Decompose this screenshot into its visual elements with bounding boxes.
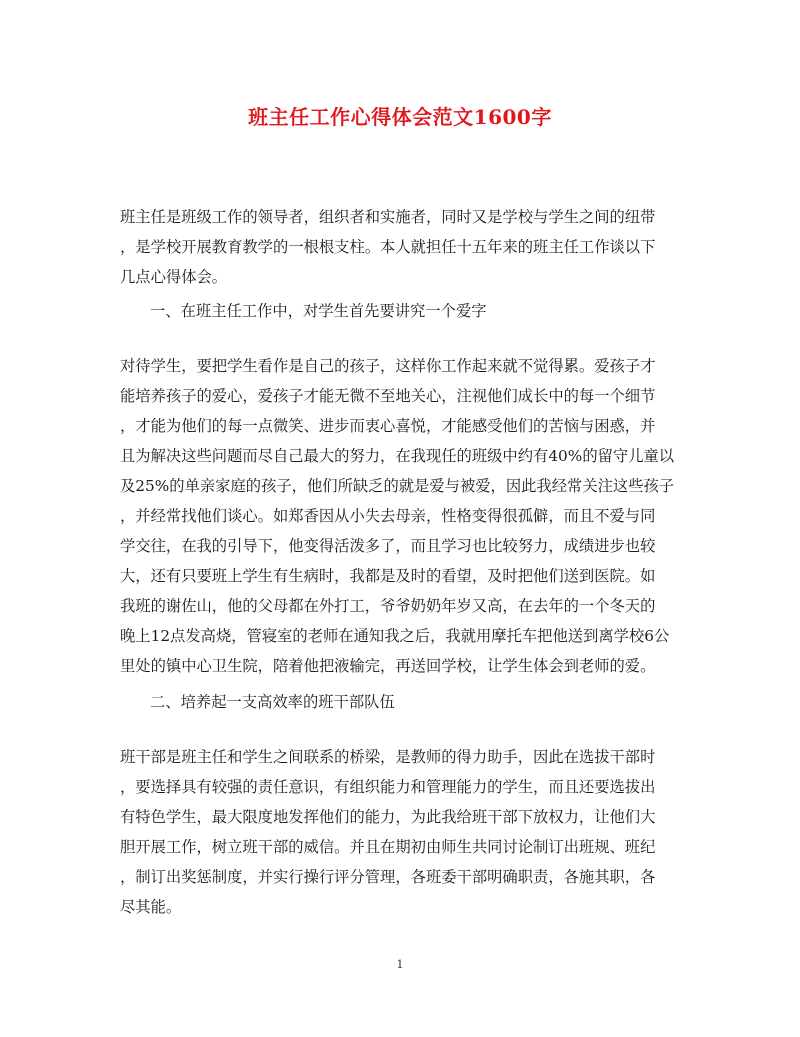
paragraph-line: 且为解决这些问题而尽自己最大的努力，在我现任的班级中约有40%的留守儿童以: [120, 447, 675, 465]
section-1-paragraph: [120, 351, 678, 681]
document-title: 班主任工作心得体会范文1600字: [248, 105, 552, 129]
section-1-heading-block: [120, 296, 678, 326]
paragraph-line: 几点心得体会。: [120, 268, 228, 286]
paragraph-line: ，才能为他们的每一点微笑、进步而衷心喜悦，才能感受他们的苦恼与困惑，并: [120, 417, 656, 435]
paragraph-line: ，要选择具有较强的责任意识，有组织能力和管理能力的学生，而且还要选拔出: [120, 778, 656, 796]
paragraph-line: 我班的谢佐山，他的父母都在外打工，爷爷奶奶年岁又高，在去年的一个冬天的: [120, 597, 656, 615]
paragraph-line: ，并经常找他们谈心。如郑香因从小失去母亲，性格变得很孤僻，而且不爱与同: [120, 507, 656, 525]
paragraph-line: 大，还有只要班上学生有生病时，我都是及时的看望，及时把他们送到医院。如: [120, 567, 656, 585]
paragraph-line: 能培养孩子的爱心，爱孩子才能无微不至地关心，注视他们成长中的每一个细节: [120, 387, 656, 405]
section-2-heading-block: [120, 687, 678, 717]
intro-paragraph: [120, 202, 678, 292]
paragraph-line: 对待学生，要把学生看作是自己的孩子，这样你工作起来就不觉得累。爱孩子才: [120, 357, 656, 375]
paragraph-line: 晚上12点发高烧，管寝室的老师在通知我之后，我就用摩托车把他送到离学校6公: [120, 627, 670, 645]
section-1-heading: 一、在班主任工作中，对学生首先要讲究一个爱字: [150, 302, 487, 320]
paragraph-line: ，是学校开展教育教学的一根根支柱。本人就担任十五年来的班主任工作谈以下: [120, 238, 656, 256]
paragraph-line: 及25%的单亲家庭的孩子，他们所缺乏的就是爱与被爱，因此我经常关注这些孩子: [120, 477, 675, 495]
paragraph-line: 有特色学生，最大限度地发挥他们的能力，为此我给班干部下放权力，让他们大: [120, 808, 656, 826]
paragraph-line: ，制订出奖惩制度，并实行操行评分管理，各班委干部明确职责，各施其职，各: [120, 868, 656, 886]
paragraph-line: 尽其能。: [120, 898, 182, 916]
page-number: 1: [396, 958, 404, 971]
paragraph-line: 胆开展工作，树立班干部的威信。并且在期初由师生共同讨论制订出班规、班纪: [120, 838, 656, 856]
section-2-paragraph: [120, 742, 678, 922]
paragraph-line: 学交往，在我的引导下，他变得活泼多了，而且学习也比较努力，成绩进步也较: [120, 537, 656, 555]
paragraph-line: 里处的镇中心卫生院，陪着他把液输完，再送回学校，让学生体会到老师的爱。: [120, 657, 656, 675]
paragraph-line: 班主任是班级工作的领导者，组织者和实施者，同时又是学校与学生之间的纽带: [120, 208, 656, 226]
section-2-heading: 二、培养起一支高效率的班干部队伍: [150, 693, 395, 711]
paragraph-line: 班干部是班主任和学生之间联系的桥梁，是教师的得力助手，因此在选拔干部时: [120, 748, 656, 766]
